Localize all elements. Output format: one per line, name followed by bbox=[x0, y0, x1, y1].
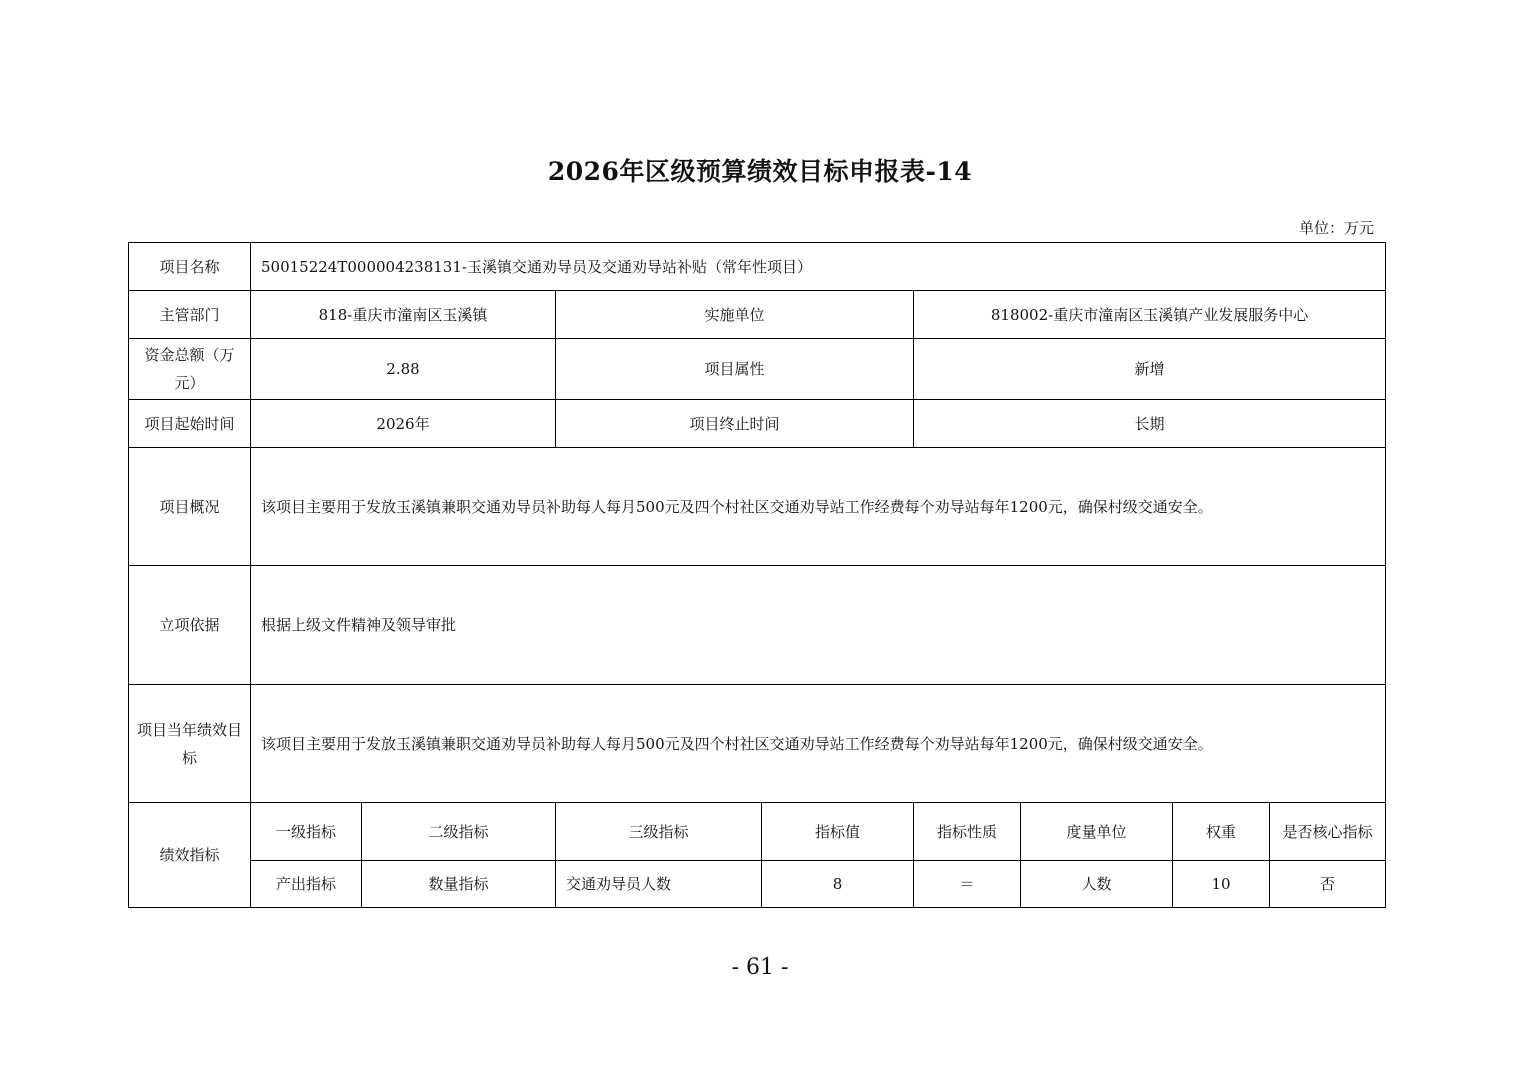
row-project-name bbox=[129, 243, 1386, 291]
basis-value: 根据上级文件精神及领导审批 bbox=[251, 566, 1386, 685]
indicator-header-row bbox=[129, 803, 1386, 861]
impl-value: 818002-重庆市潼南区玉溪镇产业发展服务中心 bbox=[914, 291, 1386, 339]
goal-value: 该项目主要用于发放玉溪镇兼职交通劝导员补助每人每月500元及四个村社区交通劝导站工作经费每个劝导站每年1200元，确保村级交通安全。 bbox=[251, 685, 1386, 803]
indicator-cell: 8 bbox=[762, 861, 914, 908]
end-label: 项目终止时间 bbox=[556, 400, 914, 448]
performance-target-form bbox=[128, 242, 1386, 908]
indicator-header: 一级指标 bbox=[251, 803, 362, 861]
start-label: 项目起始时间 bbox=[129, 400, 251, 448]
fund-value: 2.88 bbox=[251, 339, 556, 400]
project-name-label: 项目名称 bbox=[129, 243, 251, 291]
indicator-cell: ＝ bbox=[914, 861, 1021, 908]
overview-value: 该项目主要用于发放玉溪镇兼职交通劝导员补助每人每月500元及四个村社区交通劝导站工作经费每个劝导站每年1200元，确保村级交通安全。 bbox=[251, 448, 1386, 566]
overview-label: 项目概况 bbox=[129, 448, 251, 566]
start-value: 2026年 bbox=[251, 400, 556, 448]
page-number: - 61 - bbox=[731, 955, 789, 980]
indicator-cell: 产出指标 bbox=[251, 861, 362, 908]
dept-value: 818-重庆市潼南区玉溪镇 bbox=[251, 291, 556, 339]
row-time bbox=[129, 400, 1386, 448]
fund-label: 资金总额（万元） bbox=[129, 339, 251, 400]
goal-label: 项目当年绩效目标 bbox=[129, 685, 251, 803]
attr-value: 新增 bbox=[914, 339, 1386, 400]
row-basis bbox=[129, 566, 1386, 685]
project-name-value: 50015224T000004238131-玉溪镇交通劝导员及交通劝导站补贴（常年性项目） bbox=[251, 243, 1386, 291]
impl-label: 实施单位 bbox=[556, 291, 914, 339]
indicator-header: 二级指标 bbox=[362, 803, 556, 861]
row-overview bbox=[129, 448, 1386, 566]
unit-label: 单位：万元 bbox=[1298, 219, 1374, 237]
end-value: 长期 bbox=[914, 400, 1386, 448]
indicator-cell: 否 bbox=[1270, 861, 1386, 908]
indicator-header: 指标值 bbox=[762, 803, 914, 861]
dept-label: 主管部门 bbox=[129, 291, 251, 339]
basis-label: 立项依据 bbox=[129, 566, 251, 685]
attr-label: 项目属性 bbox=[556, 339, 914, 400]
indicator-cell: 10 bbox=[1173, 861, 1270, 908]
indicator-header: 三级指标 bbox=[556, 803, 762, 861]
indicator-header: 指标性质 bbox=[914, 803, 1021, 861]
indicator-label: 绩效指标 bbox=[129, 803, 251, 908]
indicator-cell: 人数 bbox=[1021, 861, 1173, 908]
indicator-header: 权重 bbox=[1173, 803, 1270, 861]
row-department bbox=[129, 291, 1386, 339]
indicator-row bbox=[129, 861, 1386, 908]
indicator-cell: 数量指标 bbox=[362, 861, 556, 908]
row-goal bbox=[129, 685, 1386, 803]
indicator-cell: 交通劝导员人数 bbox=[556, 861, 762, 908]
row-fund bbox=[129, 339, 1386, 400]
page-title: 2026年区级预算绩效目标申报表-14 bbox=[547, 157, 973, 186]
indicator-header: 度量单位 bbox=[1021, 803, 1173, 861]
indicator-header: 是否核心指标 bbox=[1270, 803, 1386, 861]
